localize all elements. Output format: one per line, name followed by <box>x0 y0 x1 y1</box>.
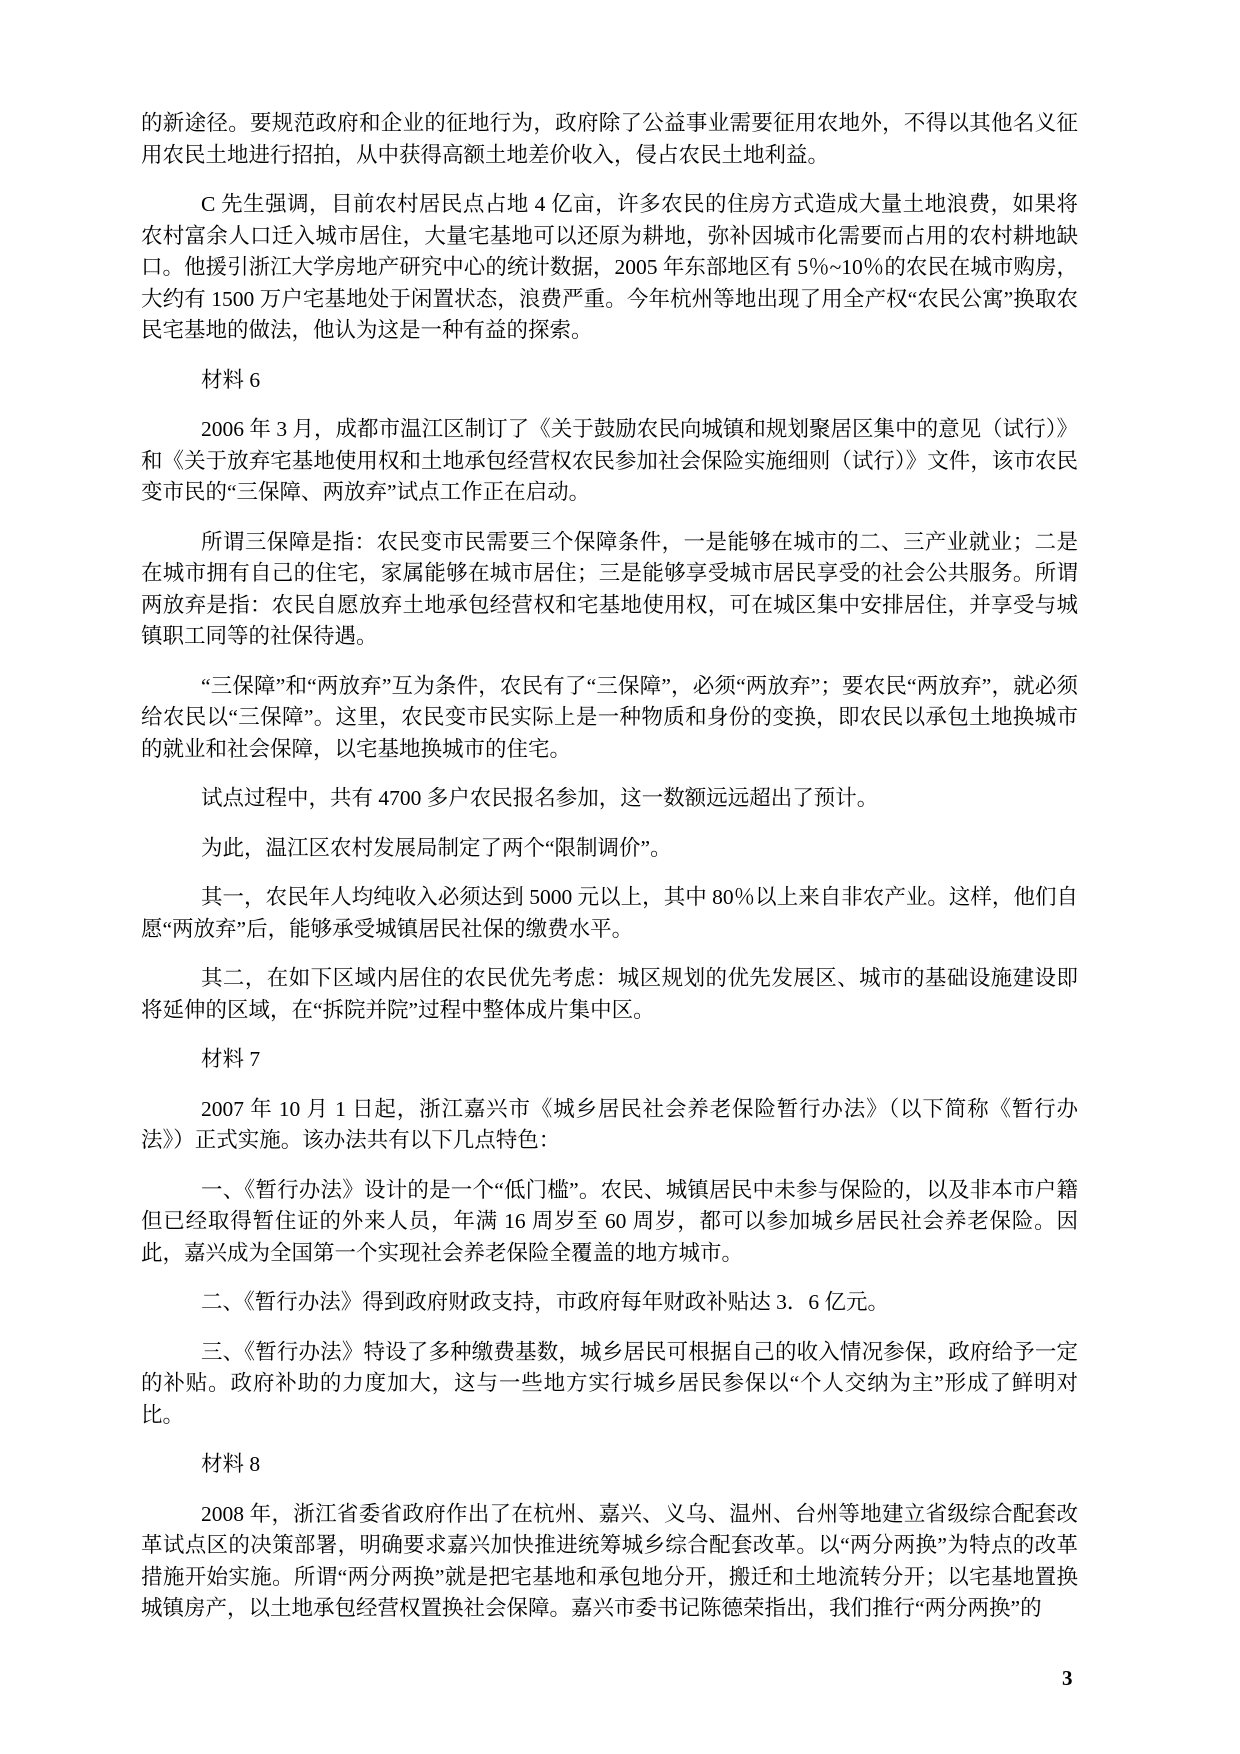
material-heading: 材料 7 <box>201 1047 261 1071</box>
paragraph: 其一，农民年人均纯收入必须达到 5000 元以上，其中 80％以上来自非农产业。这样，他们自愿“两放弃”后，能够承受城镇居民社保的缴费水平。 <box>141 885 1078 941</box>
paragraph: 2008 年，浙江省委省政府作出了在杭州、嘉兴、义乌、温州、台州等地建立省级综合配套改革试点区的决策部署，明确要求嘉兴加快推进统筹城乡综合配套改革。以“两分两换”为特点的改革措施开始实施。所谓“两分两换”就是把宅基地和承包地分开，搬迁和土地流转分开；以宅基地置换城镇房产，以土地承包经营权置换社会保障。嘉兴市委书记陈德荣指出，我们推行“两分两换”的 <box>141 1501 1078 1620</box>
paragraph: 所谓三保障是指：农民变市民需要三个保障条件，一是能够在城市的二、三产业就业；二是在城市拥有自己的住宅，家属能够在城市居住；三是能够享受城市居民享受的社会公共服务。所谓两放弃是指：农民自愿放弃土地承包经营权和宅基地使用权，可在城区集中安排居住，并享受与城镇职工同等的社保待遇。 <box>141 529 1078 648</box>
paragraph: 一、《暂行办法》设计的是一个“低门槛”。农民、城镇居民中未参与保险的，以及非本市户籍但已经取得暂住证的外来人员，年满 16 周岁至 60 周岁，都可以参加城乡居民社会养老保险。因此，嘉兴成为全国第一个实现社会养老保险全覆盖的地方城市。 <box>141 1177 1078 1265</box>
material-heading: 材料 8 <box>201 1452 261 1476</box>
paragraph: 为此，温江区农村发展局制定了两个“限制调价”。 <box>201 835 672 860</box>
paragraph: 三、《暂行办法》特设了多种缴费基数，城乡居民可根据自己的收入情况参保，政府给予一定的补贴。政府补助的力度加大，这与一些地方实行城乡居民参保以“个人交纳为主”形成了鲜明对比。 <box>141 1339 1078 1427</box>
page-number: 3 <box>1062 1666 1073 1690</box>
material-heading: 材料 6 <box>201 367 261 392</box>
paragraph: 二、《暂行办法》得到政府财政支持，市政府每年财政补贴达 3．6 亿元。 <box>201 1290 890 1314</box>
paragraph: 2006 年 3 月，成都市温江区制订了《关于鼓励农民向城镇和规划聚居区集中的意见（试行）》和《关于放弃宅基地使用权和土地承包经营权农民参加社会保险实施细则（试行）》文件，该市农民变市民的“三保障、两放弃”试点工作正在启动。 <box>141 417 1078 504</box>
paragraph: 2007 年 10 月 1 日起，浙江嘉兴市《城乡居民社会养老保险暂行办法》（以下简称《暂行办法》）正式实施。该办法共有以下几点特色： <box>141 1096 1078 1152</box>
paragraph: 试点过程中，共有 4700 多户农民报名参加，这一数额远远超出了预计。 <box>201 786 879 810</box>
paragraph: “三保障”和“两放弃”互为条件，农民有了“三保障”，必须“两放弃”；要农民“两放弃”，就必须给农民以“三保障”。这里，农民变市民实际上是一种物质和身份的变换，即农民以承包土地换城市的就业和社会保障，以宅基地换城市的住宅。 <box>141 673 1078 761</box>
paragraph: 其二，在如下区域内居住的农民优先考虑：城区规划的优先发展区、城市的基础设施建设即将延伸的区域，在“拆院并院”过程中整体成片集中区。 <box>141 966 1078 1022</box>
paragraph: 的新途径。要规范政府和企业的征地行为，政府除了公益事业需要征用农地外，不得以其他名义征用农民土地进行招拍，从中获得高额土地差价收入，侵占农民土地利益。 <box>141 111 1078 167</box>
document-content <box>141 108 1078 1643</box>
paragraph: C 先生强调，目前农村居民点占地 4 亿亩，许多农民的住房方式造成大量土地浪费，如果将农村富余人口迁入城市居住，大量宅基地可以还原为耕地，弥补因城市化需要而占用的农村耕地缺口。他援引浙江大学房地产研究中心的统计数据，2005 年东部地区有 5％~10％的农民在城市购房，大约有 1500 万户宅基地处于闲置状态，浪费严重。今年杭州等地出现了用全产权“农民公寓”换取农民宅基地的做法，他认为这是一种有益的探索。 <box>141 192 1078 342</box>
